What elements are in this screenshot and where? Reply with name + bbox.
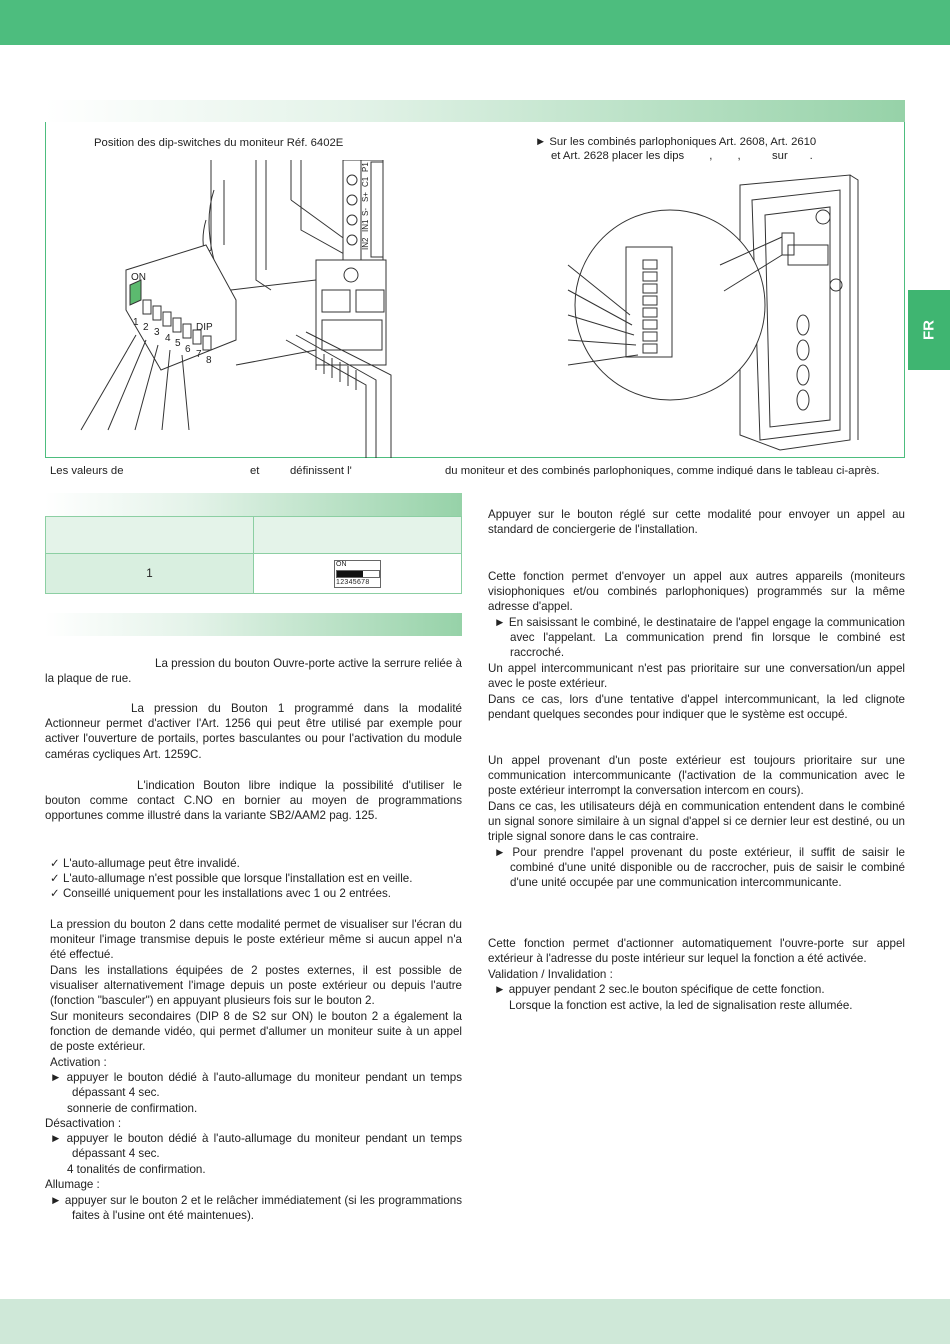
right-bullet-6 [494, 845, 905, 891]
right-bullet-2 [494, 615, 905, 661]
arrow-bullet-icon: ► [50, 1071, 67, 1084]
figure-note-b: et [250, 465, 260, 477]
activation-bullet-1 [50, 1070, 462, 1100]
check-item [50, 856, 462, 871]
left-paragraph-2: La pression du Bouton 1 programmé dans la modalité Actionneur permet d'activer l'Art. 1256 qui peut être utilisé par exemple pour activer l'ouverture de portails, portes basculantes ou pour l'activation du module caméras cycliques Art. 1259C. [45, 702, 462, 761]
figure-header-bar [45, 100, 905, 122]
arrow-bullet-icon: ► [494, 846, 513, 859]
language-tab [908, 290, 950, 370]
arrow-bullet-icon: ► [50, 1194, 65, 1207]
check-icon: ✓ [50, 857, 63, 870]
right-paragraph-4: Dans ce cas, lors d'une tentative d'appel intercommunicant, la led clignote pendant quelques secondes pour indiquer que le système est occupé. [488, 693, 905, 722]
left-paragraph-4c: Sur moniteurs secondaires (DIP 8 de S2 sur ON) le bouton 2 a également la fonction de demande vidéo, qui permet d'allumer un moniteur suite à un appel de poste extérieur. [50, 1010, 462, 1054]
right-paragraph-7: Cette fonction permet d'actionner automatiquement l'ouvre-porte sur appel extérieur à l'adresse du poste intérieur sur lequel la fonction a été activée. [488, 937, 905, 966]
table-header-cell-1 [46, 517, 254, 554]
desactivation-heading: Désactivation : [45, 1117, 122, 1130]
figure-caption-right-2: et Art. 2628 placer les dips , , sur . [551, 150, 813, 162]
left-paragraph-3: L'indication Bouton libre indique la possibilité d'utiliser le bouton comme contact C.NO en bornier au moyen de programmations opportunes comme illustré dans la variante SB2/AAM2 pag. 125. [45, 779, 462, 823]
terminal-s-plus: S+ [361, 191, 370, 202]
dip-num-4: 4 [165, 333, 171, 344]
dip-num-5: 5 [175, 338, 181, 349]
desactivation-note: 4 tonalités de confirmation. [67, 1163, 206, 1176]
table-dip-icon [334, 560, 381, 588]
checklist [50, 856, 462, 902]
right-paragraph-3: Un appel intercommunicant n'est pas prioritaire sur une conversation/un appel avec le poste extérieur. [488, 662, 905, 691]
table-value-cell: 1 [46, 554, 254, 594]
check-item [50, 871, 462, 886]
table-dip-cell [254, 554, 462, 594]
terminal-c1: C1 [361, 176, 370, 187]
right-paragraph-2: Cette fonction permet d'envoyer un appel aux autres appareils (moniteurs visiophoniques et/ou combinés parlophoniques) programmés sur la même adresse d'appel. [488, 570, 905, 614]
section-title-bar [45, 613, 462, 636]
top-header-bar [0, 0, 950, 45]
handset-dip-switch-drawing [520, 165, 905, 458]
left-paragraph-1: La pression du bouton Ouvre-porte active la serrure reliée à la plaque de rue. [45, 657, 462, 686]
table-title-bar [45, 493, 462, 516]
right-validation-heading: Validation / Invalidation : [488, 968, 613, 981]
activation-bullet-1-text: appuyer le bouton dédié à l'auto-allumage du moniteur pendant un temps dépassant 4 sec. [66, 1071, 462, 1100]
dip-num-7: 7 [196, 349, 202, 360]
check-text-3: Conseillé uniquement pour les installations avec 1 ou 2 entrées. [62, 887, 391, 901]
figure-caption-left: Position des dip-switches du moniteur Réf. 6402E [94, 137, 344, 149]
dip-num-6: 6 [185, 344, 191, 355]
allumage-bullet-1-text: appuyer sur le bouton 2 et le relâcher immédiatement (si les programmations faites à l'usine ont été maintenues). [64, 1194, 462, 1223]
right-paragraph-6: Dans ce cas, les utilisateurs déjà en communication entendent dans le combiné un signal sonore similaire à un signal d'appel si ce dernier leur est destiné, ou un triple signal sonore dans le cas contraire. [488, 800, 905, 844]
figure-caption-right-1: ► Sur les combinés parlophoniques Art. 2608, Art. 2610 [535, 136, 817, 148]
left-paragraph-4b: Dans les installations équipées de 2 postes externes, il est possible de visualiser alternativement l'image depuis un poste extérieur ou depuis l'autre (fonction "basculer") en appuyant plusieurs fois sur le bouton 2. [50, 964, 462, 1008]
terminal-in2: IN2 [361, 237, 370, 250]
right-bullet-8-text: appuyer pendant 2 sec.le bouton spécifique de cette fonction. [508, 983, 825, 996]
right-paragraph-1: Appuyer sur le bouton réglé sur cette modalité pour envoyer un appel au standard de conciergerie de l'installation. [488, 508, 905, 537]
activation-note: sonnerie de confirmation. [67, 1102, 198, 1115]
left-paragraph-4a: La pression du bouton 2 dans cette modalité permet de visualiser sur l'écran du moniteur l'image transmise depuis le poste extérieur même si aucun appel n'a été effectué. [50, 918, 462, 962]
right-bullet-2-text: En saisissant le combiné, le destinataire de l'appel engage la communication avec l'appelant. La communication prend fin lorsque le combiné est raccroché. [508, 616, 905, 660]
dip-dip-label: DIP [196, 322, 213, 333]
arrow-bullet-icon: ► [50, 1132, 67, 1145]
language-tab-label: FR [920, 320, 938, 340]
right-bullet-6-text: Pour prendre l'appel provenant du poste extérieur, il suffit de saisir le combiné d'une unité disponible ou de raccrocher, puis de saisir le combiné d'une unité occupée par une communication intercommunicante. [510, 846, 906, 890]
terminal-in1: IN1 [361, 219, 370, 232]
allumage-bullet-1 [50, 1193, 462, 1223]
table-dip-switches [336, 570, 380, 578]
check-icon: ✓ [50, 872, 63, 886]
dip-num-1: 1 [133, 317, 139, 328]
desactivation-bullet-1 [50, 1131, 462, 1161]
right-paragraph-9: Lorsque la fonction est active, la led de signalisation reste allumée. [509, 999, 853, 1012]
table-dip-on: ON [336, 560, 347, 568]
check-item [50, 886, 462, 901]
terminal-p1: P1 [361, 162, 370, 172]
check-text-2: L'auto-allumage n'est possible que lorsque l'installation est en veille. [62, 872, 413, 886]
desactivation-bullet-1-text: appuyer le bouton dédié à l'auto-allumage du moniteur pendant un temps dépassant 4 sec. [66, 1132, 462, 1161]
dip-num-3: 3 [154, 327, 160, 338]
table-header-cell-2 [254, 517, 462, 554]
allumage-heading: Allumage : [45, 1178, 100, 1191]
check-icon: ✓ [50, 887, 63, 901]
dip-num-8: 8 [206, 355, 212, 366]
table-header-row [46, 517, 462, 554]
activation-heading: Activation : [50, 1056, 107, 1069]
check-text-1: L'auto-allumage peut être invalidé. [62, 857, 240, 870]
figure-note-d: du moniteur et des combinés parlophoniques, comme indiqué dans le tableau ci-après. [445, 465, 880, 477]
terminal-s-minus: S- [361, 208, 370, 216]
dip-on-label: ON [131, 272, 146, 283]
address-table [45, 516, 462, 594]
dip-num-2: 2 [143, 322, 149, 333]
right-bullet-8 [494, 982, 905, 997]
bottom-footer-bar [0, 1299, 950, 1344]
monitor-dip-switch-drawing [46, 160, 466, 458]
right-paragraph-5: Un appel provenant d'un poste extérieur est toujours prioritaire sur une communication intercommunicante (l'activation de la communication avec le poste extérieur interrompt la conversation intercom en cours). [488, 754, 905, 798]
arrow-bullet-icon: ► [494, 983, 509, 996]
arrow-bullet-icon: ► [494, 616, 509, 629]
table-dip-numbers: 12345678 [336, 578, 370, 586]
table-row [46, 554, 462, 594]
figure-note-a: Les valeurs de [50, 465, 124, 477]
figure-note-c: définissent l' [290, 465, 352, 477]
